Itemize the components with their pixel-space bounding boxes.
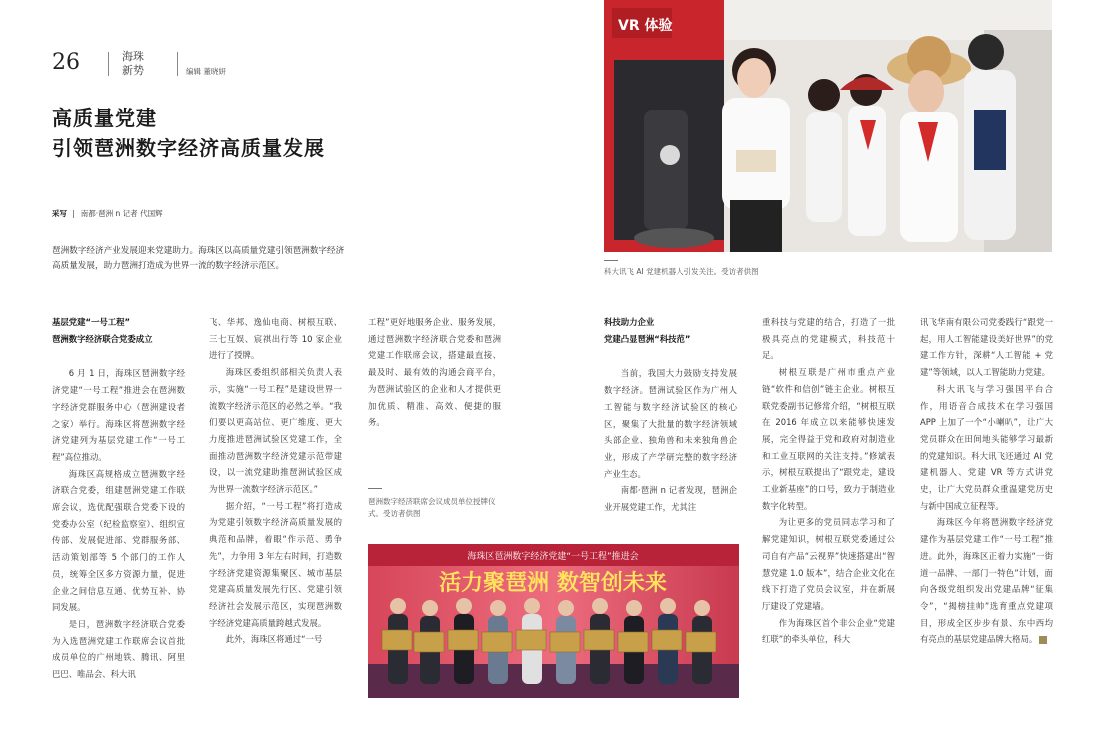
header-divider <box>177 52 178 76</box>
paragraph: 飞、华邦、逸仙电商、树根互联、三七互娱、宸祺出行等 10 家企业进行了授牌。 <box>209 317 342 361</box>
photo2-caption: 琶洲数字经济联席会议成员单位授牌仪式。受访者供图 <box>368 497 496 518</box>
photo-award-ceremony <box>368 544 739 698</box>
photo1-caption-rule <box>604 260 618 261</box>
photo2-banner-small: 海珠区琶洲数字经济党建“一号工程”推进会 <box>467 552 639 562</box>
vr-sign-text: VR 体验 <box>618 18 673 34</box>
paragraph: 工程”更好地服务企业、服务发展，通过琶洲数字经济联合党委和琶洲党建工作联席会议，搭建最直接、最及时、最有效的沟通会商平台，为琶洲试验区的企业和人才提供更加优质、精准、高效、便捷的服务。 <box>368 317 501 428</box>
article-title <box>52 103 325 163</box>
byline-label: 采写 <box>52 209 67 218</box>
section-label <box>122 50 162 78</box>
column-5 <box>762 314 895 648</box>
page-number: 26 <box>52 50 80 75</box>
paragraph: 当前，我国大力鼓励支持发展数字经济。琶洲试验区作为广州人工智能与数字经济试验区的核心区，聚集了大批量的数字经济领域头部企业、独角兽和未来独角兽企业，形成了产学研完整的数字经济产业生态。 <box>604 368 737 479</box>
title-line2: 引领琶洲数字经济高质量发展 <box>52 136 325 160</box>
byline <box>52 208 163 219</box>
paragraph: 作为海珠区首个非公企业“党建红联”的牵头单位，科大 <box>762 617 895 645</box>
column-6 <box>920 314 1063 648</box>
photo-robot-exhibit-illustration <box>604 0 1052 252</box>
paragraph: 重科技与党建的结合，打造了一批极具亮点的党建模式，科技范十足。 <box>762 317 895 361</box>
byline-divider <box>73 210 74 218</box>
paragraph: 是日，琶洲数字经济联合党委为入选琶洲党建工作联席会议首批成员单位的广州地铁、腾讯、阿里巴巴、唯品会、科大讯 <box>52 618 185 680</box>
byline-text: 南都·琶洲 n 记者 代国辉 <box>80 209 163 218</box>
paragraph: 科大讯飞与学习强国平台合作，用语音合成技术在学习强国 APP 上加了一个“小喇叭”，让广大党员群众在田间地头能够学习最新的党建知识。科大讯飞还通过 AI 党建机器人、党建 VR 等方式讲党史，让广大党员群众重温建党历史与新中国成立征程等。 <box>920 383 1053 511</box>
paragraph: 树根互联是广州市重点产业链“软件和信创”链主企业。树根互联党委副书记修常介绍，“树根互联在 2016 年成立以来能够快速发展，完全得益于党和政府对制造业和工业互联网的关注支持。”修斌表示，树根互联提出了“跟党走，建设工业新基座”的口号，致力于制造业数字化转型。 <box>762 367 895 511</box>
photo-robot-exhibit <box>604 0 1052 252</box>
paragraph: 海珠区高规格成立琶洲数字经济联合党委，组建琶洲党建工作联席会议，选优配强联合党委下设的党委办公室（纪检监察室）、组织宣传部、发展促进部、党群服务部、活动策划部等 5 个部门的工作人员，统筹全区多方资源力量，促进企业之间信息互通、优势互补、协同发展。 <box>52 468 185 613</box>
section1-subhead-line2: 琶洲数字经济联合党委成立 <box>52 333 153 344</box>
paragraph: 南都·琶洲 n 记者发现，琶洲企业开展党建工作，尤其注 <box>604 485 737 513</box>
photo2-banner-big: 活力聚琶洲 数智创未来 <box>439 571 667 596</box>
end-mark-icon: 冗 <box>1039 636 1047 644</box>
section2-subhead-line2: 党建凸显琶洲“科技范” <box>604 333 691 344</box>
editor-credit: 编辑 董晓妍 <box>186 67 226 76</box>
column-2 <box>209 314 342 648</box>
column-1 <box>52 314 185 683</box>
article-lead: 琶洲数字经济产业发展迎来党建助力。海珠区以高质量党建引领琶洲数字经济高质量发展，助力琶洲打造成为世界一流的数字经济示范区。 <box>52 246 345 271</box>
paragraph: 为让更多的党员同志学习和了解党建知识，树根互联党委通过公司自有产品“云视界”快速搭建出“智慧党建 1.0 版本”，结合企业文化在线下打造了党员会议室，并在新展厅建设了党建墙。 <box>762 517 895 611</box>
photo1-caption: 科大讯飞 AI 党建机器人引发关注。受访者供图 <box>604 267 759 276</box>
paragraph: 讯飞华南有限公司党委践行“跟党一起，用人工智能建设美好世界”的党建工作方针，深耕“人工智能 + 党建”等领域，以人工智能助力党建。 <box>920 317 1053 378</box>
section2-subhead-line1: 科技助力企业 <box>604 317 655 327</box>
section1-subhead-line1: 基层党建“一号工程” <box>52 317 131 327</box>
photo2-caption-rule <box>368 488 382 489</box>
photo-award-ceremony-illustration <box>368 544 739 698</box>
title-line1: 高质量党建 <box>52 106 157 130</box>
section-label-line2: 新势 <box>122 64 144 77</box>
paragraph: 海珠区委组织部相关负责人表示，实施“一号工程”是建设世界一流数字经济示范区的必然之举。“我们要以更高站位、更广维度、更大力度推进琶洲试验区党建工作，全面推动琶洲数字经济党建示范带建设，以一流党建助推琶洲试验区成为世界一流数字经济示范区。” <box>209 367 342 495</box>
paragraph: 据介绍，“一号工程”将打造成为党建引领数字经济高质量发展的典范和品牌，着眼“作示范、勇争先”，力争用 3 年左右时间，打造数字经济党建资源集聚区、城市基层党建高质量发展先行区、党建引领经济社会发展示范区，实现琶洲数字经济党建高质量跨越式发展。 <box>209 500 342 628</box>
paragraph <box>920 514 1063 648</box>
column-4 <box>604 314 737 516</box>
paragraph: 6 月 1 日，海珠区琶洲数字经济党建“一号工程”推进会在琶洲数字经济党群服务中心（琶洲建设者之家）举行。海珠区将琶洲数字经济党建列为基层党建工作“一号工程”高位推动。 <box>52 368 185 462</box>
paragraph: 此外，海珠区将通过“一号 <box>225 634 323 645</box>
section-label-line1: 海珠 <box>122 50 144 63</box>
paragraph-text: 海珠区今年将琶洲数字经济党建作为基层党建工作“一号工程”推进。此外，海珠区正着力实施“一街道一品牌、一部门一特色”计划，面向各级党组织发出党建品牌“征集令”，“揭榜挂帅”选育重点党建项目，形成全区步步有景、东中西均有亮点的基层党建品牌大格局。 <box>920 517 1053 645</box>
column-3 <box>368 314 501 431</box>
header-divider <box>108 52 109 76</box>
